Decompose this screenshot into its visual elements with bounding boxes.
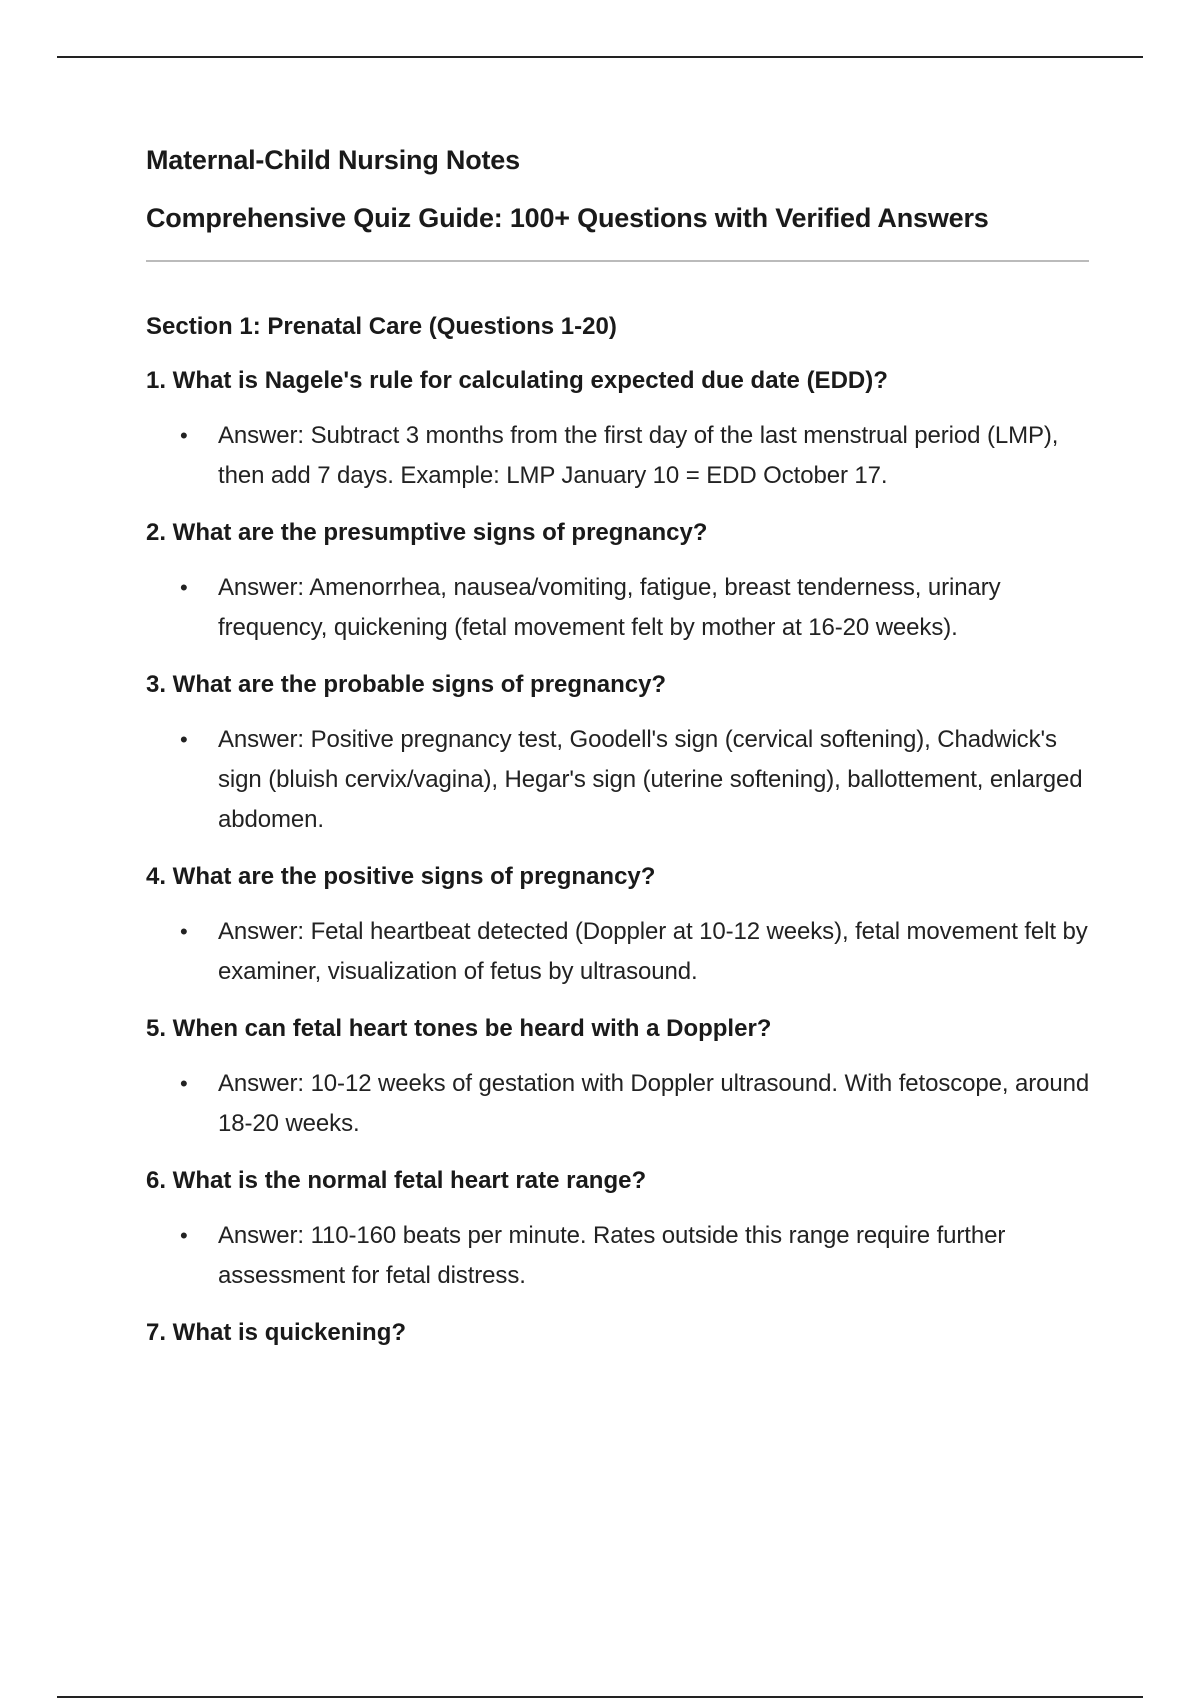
qa-item-4 (146, 860, 1090, 992)
document-title: Maternal-Child Nursing Notes (146, 145, 520, 175)
qa-item-5 (146, 1012, 1090, 1144)
bullet-icon: • (180, 1223, 188, 1248)
qa-item-6 (146, 1164, 1090, 1296)
section-heading: Section 1: Prenatal Care (Questions 1-20) (146, 313, 617, 340)
question-1: 1. What is Nagele's rule for calculating expected due date (EDD)? (146, 367, 888, 394)
bullet-icon: • (180, 423, 188, 448)
answer-text-6: Answer: 110-160 beats per minute. Rates outside this range require further assessment for fetal distress. (218, 1222, 1006, 1289)
answer-6 (146, 1216, 1090, 1296)
question-4: 4. What are the positive signs of pregnancy? (146, 863, 656, 890)
answer-5 (146, 1064, 1090, 1144)
page-top-rule (57, 56, 1143, 58)
answer-list-4 (146, 912, 1090, 992)
question-6: 6. What is the normal fetal heart rate range? (146, 1167, 647, 1194)
answer-text-3: Answer: Positive pregnancy test, Goodell's sign (cervical softening), Chadwick's sign (bluish cervix/vagina), Hegar's sign (uterine softening), ballottement, enlarged abdomen. (218, 726, 1083, 833)
answer-list-2 (146, 568, 1090, 648)
page-bottom-rule (57, 1696, 1143, 1698)
question-3: 3. What are the probable signs of pregnancy? (146, 671, 667, 698)
bullet-icon: • (180, 1071, 188, 1096)
title-divider (146, 260, 1089, 262)
answer-list-3 (146, 720, 1090, 840)
answer-2 (146, 568, 1090, 648)
answer-text-4: Answer: Fetal heartbeat detected (Doppler at 10-12 weeks), fetal movement felt by examiner, visualization of fetus by ultrasound. (218, 918, 1088, 985)
qa-item-7 (146, 1316, 1090, 1350)
answer-list-6 (146, 1216, 1090, 1296)
answer-text-1: Answer: Subtract 3 months from the first day of the last menstrual period (LMP), then add 7 days. Example: LMP January 10 = EDD October 17. (218, 422, 1059, 489)
qa-item-1 (146, 364, 1090, 496)
bullet-icon: • (180, 727, 188, 752)
question-7: 7. What is quickening? (146, 1319, 407, 1346)
answer-list-1 (146, 416, 1090, 496)
answer-4 (146, 912, 1090, 992)
answer-list-5 (146, 1064, 1090, 1144)
bullet-icon: • (180, 575, 188, 600)
answer-3 (146, 720, 1090, 840)
qa-item-2 (146, 516, 1090, 648)
document-body (146, 142, 1090, 1350)
qa-item-3 (146, 668, 1090, 840)
answer-text-2: Answer: Amenorrhea, nausea/vomiting, fatigue, breast tenderness, urinary frequency, quickening (fetal movement felt by mother at 16-20 weeks). (218, 574, 1001, 641)
bullet-icon: • (180, 919, 188, 944)
question-5: 5. When can fetal heart tones be heard with a Doppler? (146, 1015, 772, 1042)
answer-text-5: Answer: 10-12 weeks of gestation with Doppler ultrasound. With fetoscope, around 18-20 weeks. (218, 1070, 1090, 1137)
document-subtitle: Comprehensive Quiz Guide: 100+ Questions with Verified Answers (146, 203, 989, 233)
answer-1 (146, 416, 1090, 496)
question-2: 2. What are the presumptive signs of pregnancy? (146, 519, 708, 546)
